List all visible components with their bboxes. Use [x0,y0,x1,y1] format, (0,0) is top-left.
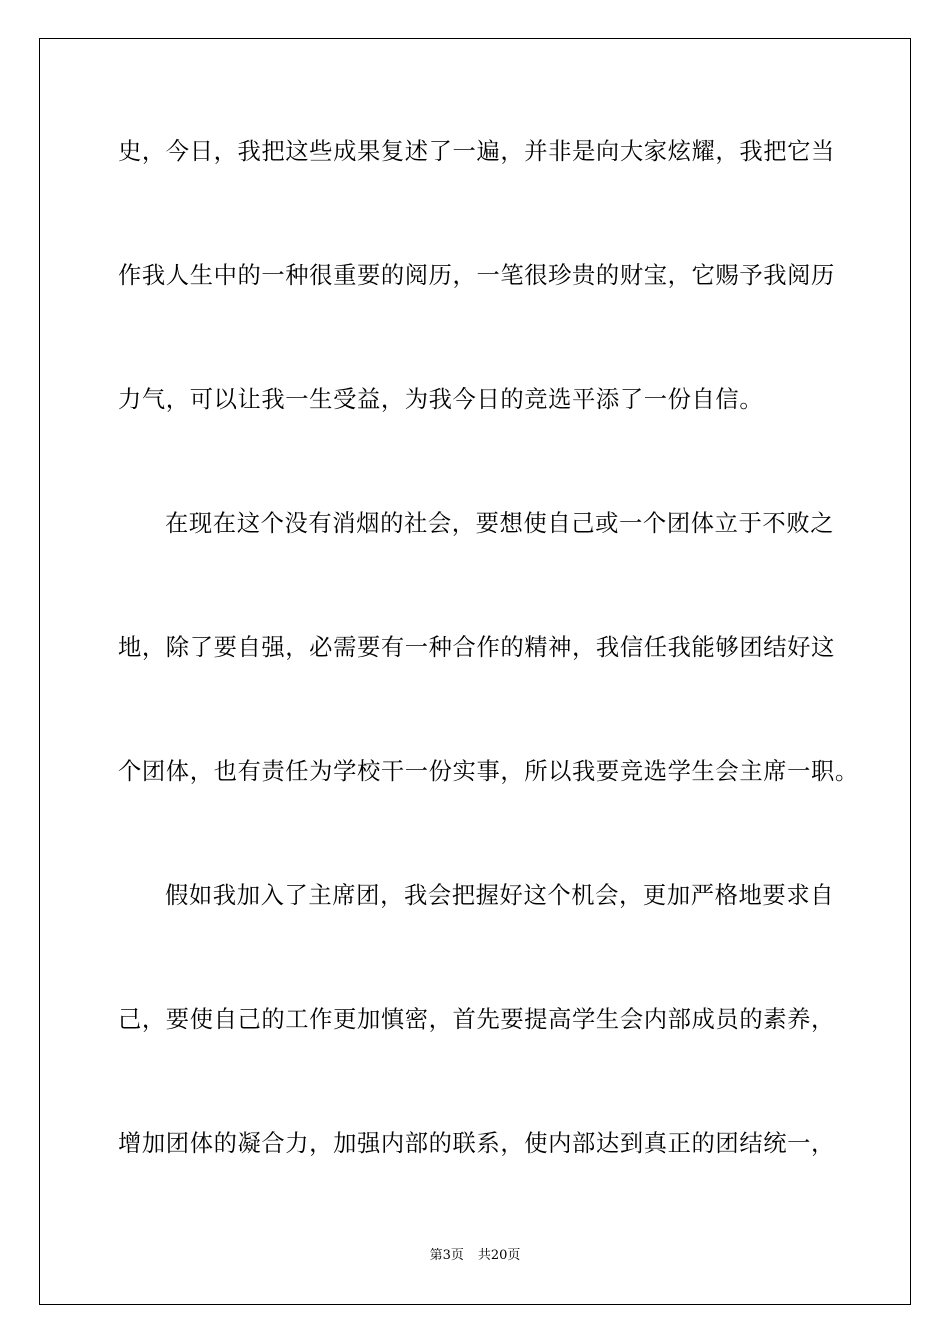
text-line: 个团体，也有责任为学校干一份实事，所以我要竞选学生会主席一职。 [118,758,859,785]
page-number: 第3页 [429,1248,464,1263]
text-line: 史，今日，我把这些成果复述了一遍，并非是向大家炫耀，我把它当 [118,138,835,165]
text-line: 力气，可以让我一生受益，为我今日的竞选平添了一份自信。 [118,386,764,413]
page-border [39,38,911,1305]
text-line: 己，要使自己的工作更加慎密，首先要提高学生会内部成员的素养， [118,1006,835,1033]
total-pages: 共20页 [477,1248,521,1263]
text-line: 增加团体的凝合力，加强内部的联系，使内部达到真正的团结统一， [118,1130,835,1157]
paragraph-start-line: 在现在这个没有消烟的社会，要想使自己或一个团体立于不败之 [165,510,835,537]
page-footer [0,1247,950,1265]
text-line: 地，除了要自强，必需要有一种合作的精神，我信任我能够团结好这 [118,634,835,661]
text-line: 作我人生中的一种很重要的阅历，一笔很珍贵的财宝，它赐予我阅历 [118,262,835,289]
paragraph-start-line: 假如我加入了主席团，我会把握好这个机会，更加严格地要求自 [165,882,835,909]
